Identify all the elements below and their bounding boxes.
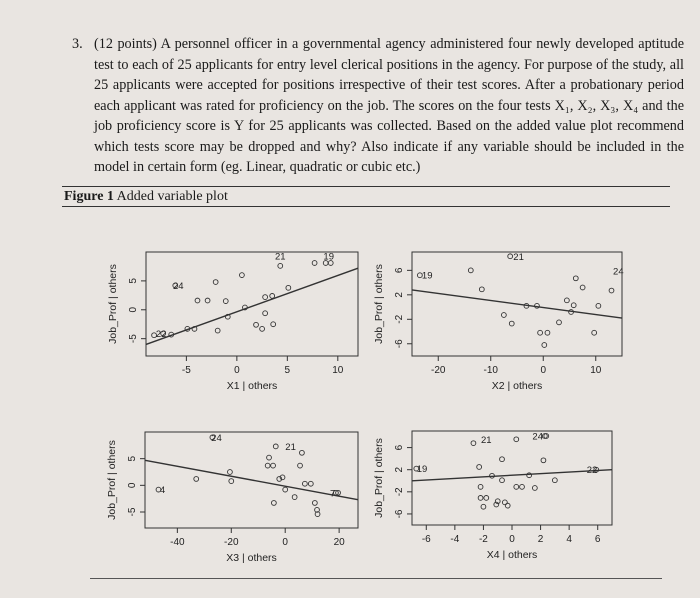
- data-point: [195, 298, 200, 303]
- y-tick-label: -2: [394, 487, 405, 497]
- point-label: 24: [211, 432, 222, 444]
- data-point: [228, 470, 233, 475]
- plot-3: [106, 432, 358, 564]
- y-tick-label: -6: [394, 339, 405, 349]
- data-point: [263, 311, 268, 316]
- x-axis-label: X1 | others: [226, 380, 278, 392]
- data-point: [541, 458, 546, 463]
- x-tick-label: 10: [590, 365, 602, 376]
- data-point: [270, 294, 275, 299]
- x-tick-label: 4: [566, 534, 572, 545]
- y-axis-label: Job_Prof | others: [373, 438, 385, 518]
- x-tick-label: -10: [483, 365, 498, 376]
- data-point: [215, 328, 220, 333]
- x-tick-label: 6: [594, 534, 601, 545]
- x-tick-label: -6: [421, 534, 431, 545]
- y-tick-label: 0: [127, 482, 138, 489]
- data-point: [478, 484, 483, 489]
- data-point: [223, 299, 228, 304]
- data-point: [532, 486, 537, 491]
- y-tick-label: 5: [128, 278, 139, 284]
- y-tick-label: -6: [394, 509, 405, 519]
- x-tick-label: 0: [509, 534, 515, 545]
- data-point: [271, 501, 276, 506]
- data-point: [260, 326, 265, 331]
- x-axis-label: X2 | others: [491, 380, 543, 392]
- data-point: [265, 463, 270, 468]
- x-tick-label: 0: [540, 365, 547, 376]
- data-point: [609, 288, 614, 293]
- y-tick-label: 2: [394, 292, 405, 298]
- point-label: 24: [613, 266, 624, 278]
- point-label: 19: [416, 464, 428, 476]
- fit-line: [412, 470, 612, 481]
- data-point: [471, 441, 476, 446]
- data-point: [478, 496, 483, 501]
- x-axis-label: X3 | others: [226, 552, 277, 564]
- plot-4: [373, 431, 612, 561]
- point-label: 22: [586, 465, 598, 477]
- x-tick-label: 10: [332, 365, 344, 376]
- point-label: 19: [323, 251, 335, 263]
- plot-1: [107, 252, 358, 392]
- data-point: [292, 495, 297, 500]
- data-point: [302, 481, 307, 486]
- point-label: 21: [480, 434, 492, 446]
- x-tick-label: -4: [450, 534, 460, 545]
- fit-line: [145, 460, 358, 499]
- data-point: [194, 477, 199, 482]
- data-point: [514, 484, 519, 489]
- y-tick-label: -2: [394, 314, 405, 324]
- data-point: [484, 496, 489, 501]
- data-point: [592, 330, 597, 335]
- y-tick-label: 0: [128, 306, 139, 313]
- data-point: [508, 254, 513, 259]
- y-tick-label: -5: [127, 507, 138, 517]
- data-point: [545, 330, 550, 335]
- y-tick-label: 2: [394, 466, 405, 473]
- fit-line: [412, 290, 622, 318]
- y-tick-label: 5: [127, 455, 138, 462]
- data-point: [481, 504, 486, 509]
- data-point: [580, 285, 585, 290]
- point-label: 4: [159, 485, 166, 497]
- y-axis-label: Job_Prof | others: [106, 440, 118, 520]
- figure-label: Figure 1: [64, 189, 114, 204]
- data-point: [308, 481, 313, 486]
- data-point: [300, 450, 305, 455]
- x-tick-label: 0: [234, 365, 240, 376]
- y-tick-label: 6: [394, 444, 405, 451]
- x-tick-label: -2: [478, 534, 488, 545]
- data-point: [271, 463, 276, 468]
- x-axis-label: X4 | others: [486, 549, 538, 561]
- point-label: 22: [155, 328, 167, 340]
- data-point: [571, 303, 576, 308]
- data-point: [278, 263, 283, 268]
- x-tick-label: 20: [333, 537, 345, 548]
- data-point: [538, 330, 543, 335]
- point-label: 7: [330, 488, 336, 500]
- x-tick-label: -20: [224, 537, 239, 548]
- data-point: [477, 465, 482, 470]
- data-point: [564, 298, 569, 303]
- data-point: [298, 463, 303, 468]
- data-point: [271, 322, 276, 327]
- data-point: [501, 313, 506, 318]
- data-point: [500, 457, 505, 462]
- data-point: [509, 321, 514, 326]
- data-point: [213, 280, 218, 285]
- data-point: [254, 322, 259, 327]
- x-tick-label: 0: [282, 537, 288, 548]
- data-point: [573, 276, 578, 281]
- data-point: [283, 487, 288, 492]
- data-point: [267, 455, 272, 460]
- x-tick-label: 5: [284, 365, 291, 376]
- x-tick-label: -40: [170, 537, 185, 548]
- point-label: 21: [513, 251, 524, 263]
- data-point: [273, 444, 278, 449]
- point-label: 21: [285, 441, 296, 453]
- data-point: [229, 479, 234, 484]
- data-point: [312, 501, 317, 506]
- point-label: 24: [173, 281, 184, 293]
- y-tick-label: -5: [128, 334, 139, 344]
- plot-frame: [412, 431, 612, 525]
- data-point: [500, 478, 505, 483]
- data-point: [312, 261, 317, 266]
- data-point: [514, 437, 519, 442]
- data-point: [542, 343, 547, 348]
- bottom-rule: [90, 578, 662, 579]
- x-tick-label: 2: [537, 534, 544, 545]
- x-tick-label: -5: [181, 365, 191, 376]
- plot-frame: [146, 252, 358, 356]
- data-point: [520, 484, 525, 489]
- point-label: 19: [421, 270, 433, 282]
- data-point: [240, 273, 245, 278]
- figure-caption-text: Added variable plot: [116, 189, 228, 204]
- data-point: [596, 303, 601, 308]
- data-point: [286, 285, 291, 290]
- data-point: [505, 503, 510, 508]
- x-tick-label: -20: [431, 365, 446, 376]
- data-point: [205, 298, 210, 303]
- data-point: [527, 473, 532, 478]
- point-label: 21: [274, 251, 286, 263]
- data-point: [552, 478, 557, 483]
- data-point: [263, 295, 268, 300]
- question-number: 3.: [72, 36, 83, 52]
- y-tick-label: 6: [394, 267, 405, 274]
- data-point: [468, 268, 473, 273]
- data-point: [557, 320, 562, 325]
- y-axis-label: Job_Prof | others: [373, 264, 385, 344]
- point-label: 24: [532, 431, 544, 443]
- question-text: (12 points) A personnel officer in a governmental agency administered four newly developed aptitude test to each of 25 applicants for entry level clerical positions in the agency. For purpose of the study, all 25 applicants were accepted for positions irrespective of their test scores. After a probationary period each applicant was rated for proficiency on the job. The scores on the four tests X₁, X₂, X₃, X₄ and the job proficiency score is Y for 25 applicants was collected. Based on the added value plot recommend which tests score may be dropped and why? Also indicate if any variable should be included in the model in certain form (eg. Linear, quadratic or cubic etc.): [94, 36, 684, 175]
- plot-2: [373, 252, 624, 392]
- y-axis-label: Job_Prof | others: [107, 264, 119, 344]
- fit-line: [146, 268, 358, 344]
- data-point: [479, 287, 484, 292]
